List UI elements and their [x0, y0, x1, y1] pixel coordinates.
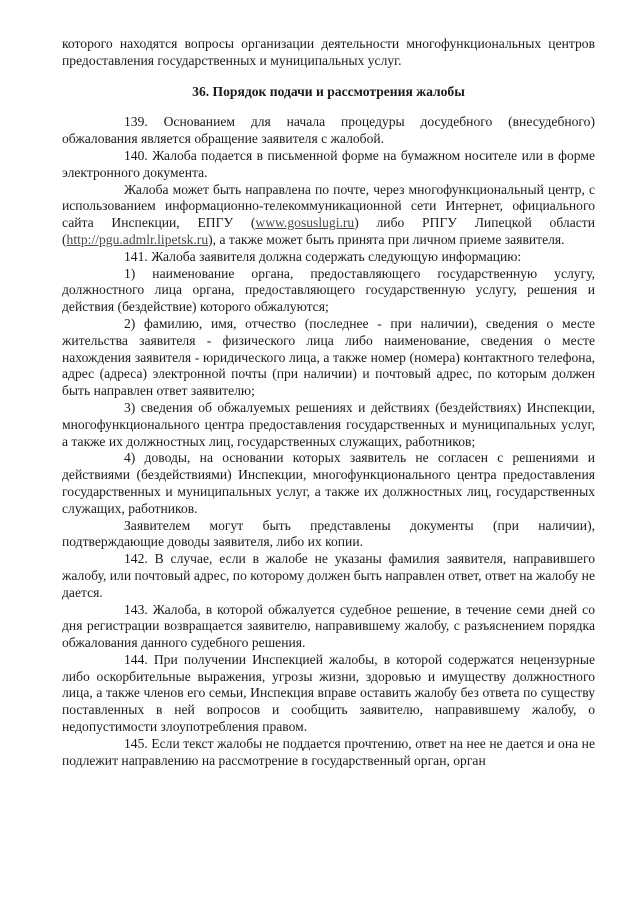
paragraph-140: 140. Жалоба подается в письменной форме на бумажном носителе или в форме электронного документа.: [62, 147, 595, 180]
paragraph-141-item-3: 3) сведения об обжалуемых решениях и действиях (бездействиях) Инспекции, многофункционального центра предоставления государственных и муниципальных услуг, а также их должностных лиц, государственных служащих, работников;: [62, 399, 595, 449]
paragraph-141: 141. Жалоба заявителя должна содержать следующую информацию:: [124, 248, 522, 264]
paragraph-send-methods: [62, 182, 595, 249]
paragraph-141-item-2: 2) фамилию, имя, отчество (последнее - при наличии), сведения о месте жительства заявителя - физического лица либо наименование, сведения о месте нахождения заявителя - юридического лица, а также номер (номера) контактного телефона, адрес (адреса) электронной почты (при наличии) и почтовый адрес, по которым должен быть направлен ответ заявителю;: [62, 315, 595, 399]
intro-paragraph: которого находятся вопросы организации деятельности многофункциональных центров предоставления государственных и муниципальных услуг.: [62, 36, 595, 68]
send-methods-text-1: Жалоба может быть направлена по почте, через многофункциональный центр, с использованием информационно-телекоммуникационной сети Интернет, официального сайта Инспекции, ЕПГУ (: [62, 181, 595, 231]
paragraph-141-item-4: 4) доводы, на основании которых заявитель не согласен с решениями и действиями (бездействиями) Инспекции, многофункционального центра предоставления государственных и муниципальных услуг, а также их должностных лиц, государственных служащих, работников.: [62, 450, 595, 516]
send-methods-text-2: ) либо РПГУ Липецкой области (: [62, 215, 595, 247]
section-heading: 36. Порядок подачи и рассмотрения жалобы: [192, 83, 465, 99]
gosuslugi-link[interactable]: www.gosuslugi.ru: [255, 215, 355, 231]
pgu-link[interactable]: http://pgu.admlr.lipetsk.ru: [66, 231, 209, 247]
paragraph-documents: Заявителем могут быть представлены документы (при наличии), подтверждающие доводы заявителя, либо их копии.: [62, 517, 595, 550]
paragraph-139: 139. Основанием для начала процедуры досудебного (внесудебного) обжалования является обращение заявителя с жалобой.: [62, 114, 595, 147]
paragraph-144: 144. При получении Инспекцией жалобы, в которой содержатся нецензурные либо оскорбительные выражения, угрозы жизни, здоровью и имуществу должностного лица, а также членов его семьи, Инспекция вправе оставить жалобу без ответа по существу поставленных в ней вопросов и сообщить заявителю, направившему жалобу, о недопустимости злоупотребления правом.: [62, 651, 595, 735]
paragraph-141-item-1: 1) наименование органа, предоставляющего государственную услугу, должностного лица органа, предоставляющего государственную услугу, решения и действия (бездействие) которого обжалуются;: [62, 265, 595, 315]
paragraph-142: 142. В случае, если в жалобе не указаны фамилия заявителя, направившего жалобу, или почтовый адрес, по которому должен быть направлен ответ, ответ на жалобу не дается.: [62, 551, 595, 600]
paragraph-143: 143. Жалоба, в которой обжалуется судебное решение, в течение семи дней со дня регистрации возвращается заявителю, направившему жалобу, с разъяснением порядка обжалования данного судебного решения.: [62, 601, 595, 651]
document-page: [62, 36, 595, 769]
send-methods-text-3: ), а также может быть принята при личном приеме заявителя.: [208, 231, 565, 247]
paragraph-145: 145. Если текст жалобы не поддается прочтению, ответ на нее не дается и она не подлежит направлению на рассмотрение в государственный орган, орган: [62, 735, 595, 768]
